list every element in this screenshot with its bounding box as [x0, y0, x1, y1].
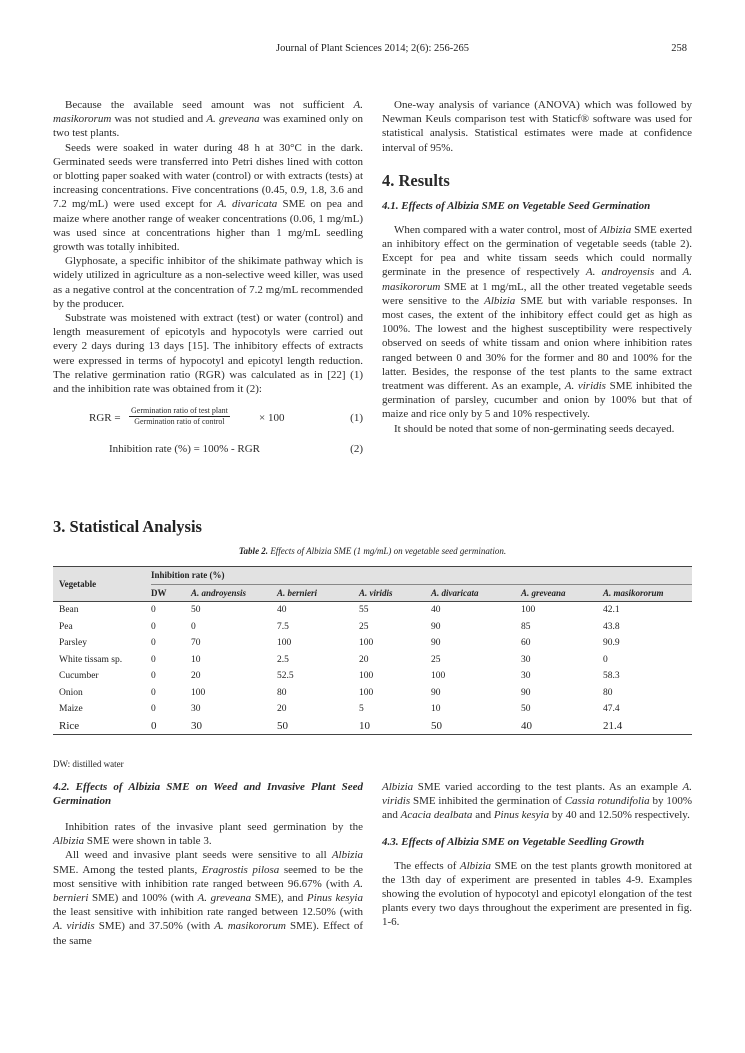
table-cell-value: 100: [277, 638, 292, 649]
table-cell-value: 30: [521, 671, 531, 682]
table-cell-value: 100: [191, 687, 206, 698]
table-cell-value: 100: [521, 605, 536, 616]
table-cell-value: 2.5: [277, 654, 289, 665]
table-cell-value: 90.9: [603, 638, 620, 649]
paragraph-invasive-rates: Inhibition rates of the invasive plant seed germination by the Albizia SME were shown in table 3.: [53, 821, 363, 848]
paragraph-glyphosate: Glyphosate, a specific inhibitor of the shikimate pathway which is widely utilized in agriculture as a non-selective weed killer, was used as a negative control at the concentration of 7.2 mg/mL recommended by the producer.: [53, 255, 363, 310]
table-cell-value: 100: [359, 638, 374, 649]
left-column-bottom: [53, 780, 363, 948]
section-heading-statistical-analysis: 3. Statistical Analysis: [53, 517, 202, 536]
table-header-group: Inhibition rate (%): [151, 567, 692, 585]
table-row: [53, 635, 692, 652]
equation-inhibition-text: Inhibition rate (%) = 100% - RGR: [109, 443, 261, 456]
table-footnote: DW: distilled water: [53, 759, 124, 769]
table-cell-value: 42.1: [603, 605, 620, 616]
table-cell-value: 20: [191, 671, 201, 682]
table-cell-value: 25: [431, 654, 441, 665]
table-cell-value: 85: [521, 621, 531, 632]
table-cell-value: 0: [151, 687, 156, 698]
table-caption-label: Table 2.: [238, 546, 269, 556]
table-cell-value: 21.4: [603, 719, 623, 732]
equation-number-1: (1): [350, 412, 363, 425]
paragraph-anova: One-way analysis of variance (ANOVA) which was followed by Newman Keuls comparison test with Staticf® software was used for statistical analysis. Statistical estimates were made at confidence interval of 95%.: [382, 99, 692, 154]
table-header-species: A. greveana: [521, 584, 603, 602]
table-header-species: A. bernieri: [277, 584, 359, 602]
table-cell-value: 60: [521, 638, 531, 649]
table-header-vegetable: Vegetable: [53, 567, 151, 602]
equation-denominator: Germination ratio of control: [134, 417, 225, 427]
paragraph-seed-soaking: Seeds were soaked in water during 48 h at 30°C in the dark. Germinated seeds were transferred into Petri dishes lined with cotton or blotting paper soaked with water (control) or with extracts (tests) at increasing concentrations. Five concentrations (0.45, 0.9, 1.8, 3.6 and 7.2 mg/mL) were used except for A. divaricata SME on pea and maize where another range of weaker concentrations (0.06, 1 mg/mL) was used since at concentrations higher than 1 mg/mL seedling growth was totally inhibited.: [53, 141, 364, 254]
table-row: [53, 701, 692, 718]
table-row: [53, 668, 692, 685]
table-cell-vegetable: White tissam sp.: [59, 654, 123, 665]
table-cell-value: 40: [431, 605, 441, 616]
table-cell-value: 0: [151, 719, 157, 732]
table-cell-vegetable: Pea: [59, 621, 73, 632]
table-caption-text: Effects of Albizia SME (1 mg/mL) on vegetable seed germination.: [268, 546, 507, 556]
table-cell-vegetable: Parsley: [59, 638, 87, 649]
paragraph-substrate: Substrate was moistened with extract (test) or water (control) and length measurement of epicotyls and hypocotyls were carried out every 2 days during 13 days [15]. The inhibitory effects of extracts were expressed in terms of hypocotyl and epicotyl length reduction. The relative germination ratio (RGR) was calculated as in [22] (1) and the inhibition rate was obtained from it (2):: [53, 312, 363, 396]
left-column-top: [53, 98, 363, 458]
table-cell-vegetable: Bean: [59, 605, 79, 616]
table-cell-value: 25: [359, 621, 369, 632]
equation-lhs: RGR =: [89, 412, 121, 425]
equation-rgr: [53, 406, 363, 430]
paragraph-seed-availability: Because the available seed amount was not sufficient A. masikororum was not studied and A. greveana was examined only on two test plants.: [53, 99, 363, 140]
table-cell-value: 20: [359, 654, 369, 665]
table-caption: [0, 546, 745, 556]
table-cell-value: 7.5: [277, 621, 289, 632]
table-row: [53, 619, 692, 636]
table-cell-value: 5: [359, 704, 364, 715]
table-cell-value: 10: [191, 654, 201, 665]
equation-numerator: Germination ratio of test plant: [131, 406, 228, 416]
subsection-heading-4-3: 4.3. Effects of Albizia SME on Vegetable Seedling Growth: [382, 835, 645, 848]
right-column-bottom: [382, 780, 692, 930]
table-cell-value: 0: [151, 621, 156, 632]
paragraph-viridis-effects: Albizia SME varied according to the test plants. As an example A. viridis SME inhibited the germination of Cassia rotundifolia by 100% and Acacia dealbata and Pinus kesyia by 40 and 12.50% respectively.: [382, 781, 693, 822]
table-cell-value: 58.3: [603, 671, 620, 682]
equation-rhs: × 100: [259, 412, 285, 425]
table-cell-value: 80: [603, 687, 613, 698]
table-cell-value: 10: [359, 719, 370, 732]
table-cell-vegetable: Onion: [59, 687, 83, 698]
table-cell-value: 100: [359, 687, 374, 698]
table-cell-value: 30: [191, 704, 201, 715]
table-cell-value: 43.8: [603, 621, 620, 632]
equation-fraction: [129, 406, 230, 427]
table-cell-value: 40: [277, 605, 287, 616]
journal-citation: Journal of Plant Sciences 2014; 2(6): 256-265: [276, 43, 470, 54]
paragraph-decayed-seeds: It should be noted that some of non-germinating seeds decayed.: [394, 422, 675, 435]
table-cell-value: 47.4: [603, 704, 620, 715]
table-cell-value: 100: [359, 671, 374, 682]
table-cell-value: 90: [431, 621, 441, 632]
table-cell-value: 50: [277, 719, 288, 732]
table-cell-value: 80: [277, 687, 287, 698]
table-cell-value: 0: [151, 704, 156, 715]
table-cell-vegetable: Cucumber: [59, 671, 99, 682]
table-cell-value: 0: [191, 621, 196, 632]
equation-number-2: (2): [350, 443, 363, 456]
table-cell-value: 90: [431, 687, 441, 698]
table-cell-value: 20: [277, 704, 287, 715]
table-cell-value: 52.5: [277, 671, 294, 682]
table-cell-value: 50: [521, 704, 531, 715]
table-cell-vegetable: Rice: [59, 719, 80, 732]
section-heading-results: 4. Results: [382, 170, 450, 190]
paragraph-weed-sensitivity: All weed and invasive plant seeds were sensitive to all Albizia SME. Among the tested plants, Eragrostis pilosa seemed to be the most sensitive with inhibition rate ranged between 96.67% (with A. bernieri SME) and 100% (with A. greveana SME), and Pinus kesyia the least sensitive with inhibition rate ranged between 12.50% (with A. viridis SME) and 37.50% (with A. masikororum SME). Effect of the same: [53, 849, 363, 947]
table-cell-value: 0: [151, 638, 156, 649]
table-row: [53, 718, 692, 735]
table-germination-inhibition: [53, 566, 692, 735]
table-cell-value: 90: [431, 638, 441, 649]
table-cell-value: 70: [191, 638, 201, 649]
table-cell-value: 0: [151, 605, 156, 616]
table-cell-value: 30: [191, 719, 202, 732]
table-header-dw: DW: [151, 584, 191, 602]
subsection-heading-4-2: 4.2. Effects of Albizia SME on Weed and Invasive Plant Seed Germination: [53, 781, 363, 807]
subsection-heading-4-1: 4.1. Effects of Albizia SME on Vegetable Seed Germination: [382, 199, 651, 212]
table-cell-value: 40: [521, 719, 532, 732]
page-number: 258: [671, 43, 687, 54]
page-header: [0, 43, 745, 59]
table-cell-value: 30: [521, 654, 531, 665]
table-header-species: A. viridis: [359, 584, 431, 602]
table-cell-value: 0: [151, 671, 156, 682]
paragraph-vegetable-germination: When compared with a water control, most of Albizia SME exerted an inhibitory effect on the germination of vegetable seeds (table 2). Except for pea and white tissam seeds which could normally germinate in the presence of respectively A. androyensis and A. masikororum SME at 1 mg/mL, all the other treated vegetable seeds were sensitive to the Albizia SME but with variable responses. In most cases, the extent of the inhibitory effect could get as high as 100%. The lowest and the highest susceptibility were respectively observed on seeds of white tissam and onion where inhibition rates ranged between 0 and 30% for the former and 80 and 100% for the latter. Besides, the response of the test plants to the same extract treatment was different. As an example, A. viridis SME inhibited the germination of parsley, cucumber and onion by 100% but that of maize and rice only by 5 and 10% respectively.: [382, 223, 692, 421]
table-header-species: A. androyensis: [191, 584, 277, 602]
table-cell-value: 10: [431, 704, 441, 715]
table-header-species: A. divaricata: [431, 584, 521, 602]
table-cell-value: 0: [151, 654, 156, 665]
table-cell-value: 50: [431, 719, 442, 732]
table-row: [53, 652, 692, 669]
table-row: [53, 602, 692, 619]
table-cell-vegetable: Maize: [59, 704, 83, 715]
table-row: [53, 685, 692, 702]
right-column-top: [382, 98, 692, 436]
equation-inhibition-rate: [53, 438, 363, 458]
table-cell-value: 90: [521, 687, 531, 698]
table-cell-value: 0: [603, 654, 608, 665]
paragraph-seedling-growth: The effects of Albizia SME on the test plants growth monitored at the 13th day of experiment are presented in tables 4-9. Examples showing the evolution of hypocotyl and epicotyl elongation of the test plants every two days throughout the experiment are presented in fig. 1-6.: [382, 859, 692, 929]
table-body: [53, 602, 692, 735]
table-header-species: A. masikororum: [603, 584, 692, 602]
table-cell-value: 55: [359, 605, 369, 616]
table-cell-value: 100: [431, 671, 446, 682]
table-cell-value: 50: [191, 605, 201, 616]
